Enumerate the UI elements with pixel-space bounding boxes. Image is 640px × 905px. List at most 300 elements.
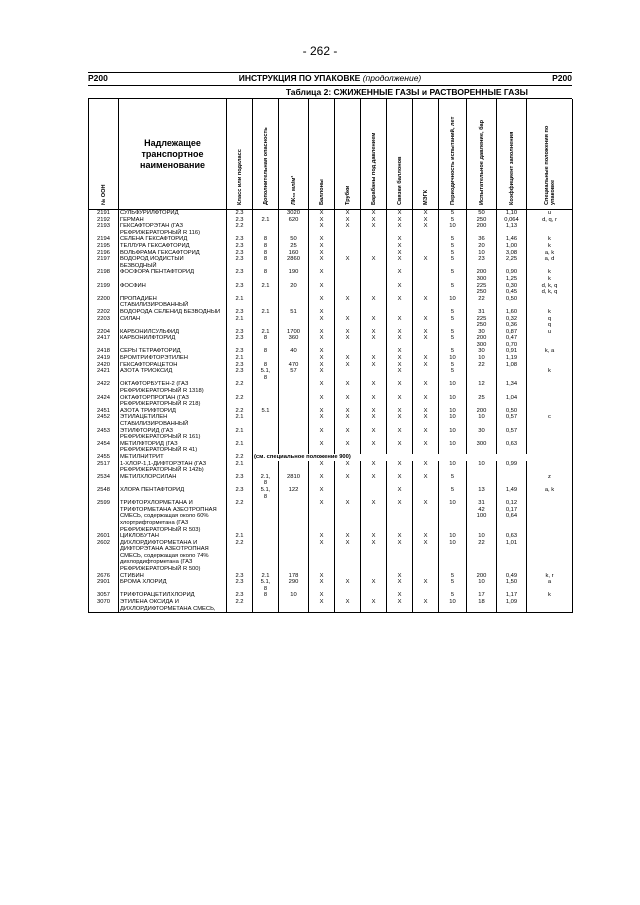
cell-spec <box>527 441 573 454</box>
table-row <box>89 368 573 381</box>
cell-tp: 200 <box>467 223 497 236</box>
cell-cls: 2.2 <box>227 540 253 573</box>
cell-name: ТРИФТОРХЛОРМЕТАНА И ТРИФТОРМЕТАНА АЗЕОТРОПНАЯ СМЕСЬ, содержащая около 60% хлортрифторметана (ГАЗ РЕФРИЖЕРАТОРНЫЙ R 503) <box>119 500 227 533</box>
cell-name: СИЛАН <box>119 316 227 329</box>
cell-cyl: X <box>309 250 335 257</box>
header-left-code: P200 <box>88 73 108 83</box>
cell-tub: X <box>335 414 361 427</box>
cell-bnd: X <box>387 210 413 217</box>
header-title <box>239 73 422 83</box>
cell-megc <box>413 348 439 355</box>
cell-cls: 2.3 <box>227 283 253 296</box>
cell-sub: 2.1 <box>253 283 279 296</box>
table-row <box>89 283 573 296</box>
cell-per: 10 <box>439 500 467 533</box>
cell-fr: 1,17 <box>497 592 527 599</box>
cell-cyl: X <box>309 217 335 224</box>
cell-tub: X <box>335 500 361 533</box>
cell-bnd: X <box>387 355 413 362</box>
cell-drm: X <box>361 329 387 336</box>
cell-megc: X <box>413 217 439 224</box>
cell-cyl: X <box>309 223 335 236</box>
cell-bnd: X <box>387 579 413 592</box>
cell-tub <box>335 236 361 243</box>
cell-tub: X <box>335 395 361 408</box>
cell-spec: k k <box>527 269 573 282</box>
cell-fr: 0,12 0,17 0,64 <box>497 500 527 533</box>
cell-per: 5 <box>439 309 467 316</box>
cell-cyl: X <box>309 395 335 408</box>
cell-spec: a, k <box>527 250 573 257</box>
cell-per: 5 <box>439 210 467 217</box>
cell-lc <box>279 428 309 441</box>
cell-cls: 2.3 <box>227 329 253 336</box>
cell-tp: 31 <box>467 309 497 316</box>
cell-name: БРОМТРИФТОРЭТИЛЕН <box>119 355 227 362</box>
cell-per: 10 <box>439 599 467 613</box>
cell-cls: 2.1 <box>227 414 253 427</box>
cell-un: 2200 <box>89 296 119 309</box>
cell-cls: 2.2 <box>227 381 253 394</box>
cell-fr: 0,47 0,70 <box>497 335 527 348</box>
cell-drm <box>361 592 387 599</box>
cell-bnd: X <box>387 283 413 296</box>
cell-cls: 2.2 <box>227 599 253 613</box>
cell-spec: u <box>527 210 573 217</box>
cell-un: 2196 <box>89 250 119 257</box>
cell-tp: 10 <box>467 355 497 362</box>
cell-un: 2191 <box>89 210 119 217</box>
cell-un: 2602 <box>89 540 119 573</box>
cell-megc <box>413 236 439 243</box>
cell-cyl: X <box>309 283 335 296</box>
cell-tp: 10 <box>467 579 497 592</box>
cell-spec <box>527 381 573 394</box>
cell-cyl: X <box>309 599 335 613</box>
cell-lc <box>279 223 309 236</box>
cell-tp: 31 42 100 <box>467 500 497 533</box>
cell-tp: 10 <box>467 533 497 540</box>
cell-cls: 2.2 <box>227 454 253 461</box>
cell-fr: 0,87 <box>497 329 527 336</box>
cell-tub <box>335 592 361 599</box>
cell-spec <box>527 500 573 533</box>
cell-bnd: X <box>387 500 413 533</box>
cell-sub <box>253 414 279 427</box>
cell-cyl: X <box>309 335 335 348</box>
cell-drm: X <box>361 414 387 427</box>
cell-tp: 17 <box>467 592 497 599</box>
cell-megc: X <box>413 500 439 533</box>
cell-name: СТИБИН <box>119 573 227 580</box>
cell-tub: X <box>335 362 361 369</box>
table-row <box>89 395 573 408</box>
cell-name: ГЕКСАФТОРАЦЕТОН <box>119 362 227 369</box>
cell-cyl: X <box>309 348 335 355</box>
cell-per: 5 <box>439 592 467 599</box>
cell-cls: 2.1 <box>227 461 253 474</box>
column-header-fr <box>497 99 527 210</box>
cell-tp: 200 <box>467 573 497 580</box>
cell-spec: q q <box>527 316 573 329</box>
cell-megc: X <box>413 210 439 217</box>
cell-un: 2419 <box>89 355 119 362</box>
table-row <box>89 309 573 316</box>
cell-bnd: X <box>387 487 413 500</box>
cell-fr: 1,10 <box>497 210 527 217</box>
cell-cyl: X <box>309 256 335 269</box>
cell-name: ГЕРМАН <box>119 217 227 224</box>
cell-sub: 5.1 <box>253 408 279 415</box>
cell-bnd: X <box>387 573 413 580</box>
cell-fr: 0,50 <box>497 408 527 415</box>
cell-spec <box>527 335 573 348</box>
cell-drm <box>361 309 387 316</box>
cell-megc <box>413 269 439 282</box>
cell-fr: 0,91 <box>497 348 527 355</box>
table-row <box>89 408 573 415</box>
cell-lc <box>279 599 309 613</box>
cell-tub <box>335 283 361 296</box>
cell-tp: 25 <box>467 395 497 408</box>
cell-bnd: X <box>387 296 413 309</box>
cell-spec: d, k, q d, k, q <box>527 283 573 296</box>
cell-drm: X <box>361 579 387 592</box>
cell-tp: 10 <box>467 250 497 257</box>
cell-drm <box>361 283 387 296</box>
table-row <box>89 210 573 217</box>
cell-bnd: X <box>387 461 413 474</box>
cell-spec <box>527 362 573 369</box>
cell-spec <box>527 599 573 613</box>
cell-tub: X <box>335 210 361 217</box>
cell-lc <box>279 533 309 540</box>
cell-cls: 2.1 <box>227 355 253 362</box>
cell-cls: 2.3 <box>227 579 253 592</box>
cell-megc: X <box>413 579 439 592</box>
cell-lc: 190 <box>279 269 309 282</box>
column-header-tub <box>335 99 361 210</box>
cell-lc: 178 <box>279 573 309 580</box>
cell-spec <box>527 395 573 408</box>
cell-megc: X <box>413 414 439 427</box>
column-header-label: № ООН <box>100 184 107 205</box>
cell-spec: c <box>527 414 573 427</box>
cell-name: ОКТАФТОРБУТЕН-2 (ГАЗ РЕФРИЖЕРАТОРНЫЙ R 1318) <box>119 381 227 394</box>
cell-lc: 122 <box>279 487 309 500</box>
cell-tp: 23 <box>467 256 497 269</box>
column-header-label: Барабаны под давлением <box>370 132 377 205</box>
column-header-drm <box>361 99 387 210</box>
cell-cyl: X <box>309 316 335 329</box>
cell-sub <box>253 540 279 573</box>
cell-spec: k <box>527 243 573 250</box>
cell-per: 5 <box>439 368 467 381</box>
cell-drm: X <box>361 296 387 309</box>
cell-per: 5 <box>439 316 467 329</box>
cell-fr: 0,90 1,25 <box>497 269 527 282</box>
cell-tp <box>467 368 497 381</box>
cell-per: 5 <box>439 243 467 250</box>
table-row <box>89 381 573 394</box>
cell-cls: 2.3 <box>227 217 253 224</box>
cell-bnd: X <box>387 414 413 427</box>
cell-per: 10 <box>439 381 467 394</box>
cell-per: 10 <box>439 428 467 441</box>
cell-name: ВОДОРОДА СЕЛЕНИД БЕЗВОДНЫЙ <box>119 309 227 316</box>
cell-megc <box>413 592 439 599</box>
cell-un: 2424 <box>89 395 119 408</box>
cell-un: 2422 <box>89 381 119 394</box>
cell-name: СЕЛЕНА ГЕКСАФТОРИД <box>119 236 227 243</box>
cell-name: ТРИФТОРАЦЕТИЛХЛОРИД <box>119 592 227 599</box>
cell-drm: X <box>361 355 387 362</box>
cell-tp: 200 300 <box>467 335 497 348</box>
cell-fr: 1,00 <box>497 243 527 250</box>
cell-fr: 0,63 <box>497 533 527 540</box>
cell-sub: 8 <box>253 335 279 348</box>
cell-un: 2192 <box>89 217 119 224</box>
cell-sub: 8 <box>253 269 279 282</box>
cell-cyl: X <box>309 592 335 599</box>
cell-per: 5 <box>439 362 467 369</box>
cell-megc <box>413 250 439 257</box>
cell-tub: X <box>335 599 361 613</box>
table-row <box>89 256 573 269</box>
cell-tp: 10 <box>467 461 497 474</box>
cell-cls: 2.3 <box>227 269 253 282</box>
cell-drm: X <box>361 335 387 348</box>
cell-sub <box>253 441 279 454</box>
cell-per: 5 <box>439 250 467 257</box>
cell-tub: X <box>335 296 361 309</box>
column-header-lc <box>279 99 309 210</box>
cell-per: 10 <box>439 408 467 415</box>
cell-spec: k <box>527 309 573 316</box>
cell-cls: 2.3 <box>227 250 253 257</box>
cell-cyl: X <box>309 269 335 282</box>
table-row <box>89 223 573 236</box>
cell-un: 2452 <box>89 414 119 427</box>
cell-lc: 40 <box>279 348 309 355</box>
cell-drm <box>361 269 387 282</box>
cell-cls: 2.3 <box>227 573 253 580</box>
cell-un: 2195 <box>89 243 119 250</box>
cell-cls: 2.3 <box>227 243 253 250</box>
cell-per: 10 <box>439 355 467 362</box>
cell-lc <box>279 381 309 394</box>
cell-spec: a <box>527 579 573 592</box>
header-title-continued: (продолжение) <box>362 73 422 83</box>
cell-cls: 2.2 <box>227 395 253 408</box>
cell-sub: 8 <box>253 250 279 257</box>
cell-bnd: X <box>387 223 413 236</box>
cell-cyl: X <box>309 441 335 454</box>
cell-fr: 0,50 <box>497 296 527 309</box>
cell-per: 5 <box>439 348 467 355</box>
cell-cls: 2.2 <box>227 223 253 236</box>
cell-drm <box>361 236 387 243</box>
cell-name: СЕРЫ ТЕТРАФТОРИД <box>119 348 227 355</box>
table-row <box>89 355 573 362</box>
table-row <box>89 428 573 441</box>
cell-bnd: X <box>387 441 413 454</box>
cell-per: 5 <box>439 573 467 580</box>
cell-lc: 2810 <box>279 474 309 487</box>
cell-megc: X <box>413 362 439 369</box>
cell-tp: 30 <box>467 329 497 336</box>
cell-sub: 8 <box>253 362 279 369</box>
cell-un: 2193 <box>89 223 119 236</box>
cell-sub: 8 <box>253 592 279 599</box>
cell-bnd: X <box>387 335 413 348</box>
cell-per: 5 <box>439 236 467 243</box>
cell-sub: 8 <box>253 256 279 269</box>
cell-bnd: X <box>387 362 413 369</box>
cell-per: 10 <box>439 223 467 236</box>
cell-sub <box>253 461 279 474</box>
column-header-spec <box>527 99 573 210</box>
cell-megc: X <box>413 355 439 362</box>
cell-tub <box>335 348 361 355</box>
cell-tub: X <box>335 329 361 336</box>
cell-tub: X <box>335 217 361 224</box>
cell-spec: k, r <box>527 573 573 580</box>
cell-un: 2676 <box>89 573 119 580</box>
cell-tub <box>335 309 361 316</box>
cell-lc: 20 <box>279 283 309 296</box>
cell-name: ОКТАФТОРПРОПАН (ГАЗ РЕФРИЖЕРАТОРНЫЙ R 218) <box>119 395 227 408</box>
cell-sub <box>253 395 279 408</box>
table-row <box>89 573 573 580</box>
cell-cls: 2.3 <box>227 487 253 500</box>
cell-megc: X <box>413 329 439 336</box>
cell-cls: 2.3 <box>227 210 253 217</box>
cell-un: 2199 <box>89 283 119 296</box>
cell-un: 3057 <box>89 592 119 599</box>
cell-fr: 0,064 <box>497 217 527 224</box>
cell-spec <box>527 461 573 474</box>
table-row <box>89 236 573 243</box>
table-row <box>89 316 573 329</box>
table-title: Таблица 2: СЖИЖЕННЫЕ ГАЗЫ и РАСТВОРЕННЫЕ ГАЗЫ <box>88 86 572 99</box>
cell-cls: 2.1 <box>227 533 253 540</box>
cell-bnd: X <box>387 329 413 336</box>
cell-fr: 1,50 <box>497 579 527 592</box>
cell-cyl: X <box>309 296 335 309</box>
cell-sub <box>253 500 279 533</box>
cell-drm: X <box>361 500 387 533</box>
cell-drm: X <box>361 256 387 269</box>
cell-tp: 22 <box>467 362 497 369</box>
cell-per: 5 <box>439 329 467 336</box>
cell-drm: X <box>361 461 387 474</box>
cell-fr: 1,01 <box>497 540 527 573</box>
cell-tub: X <box>335 355 361 362</box>
page-number: - 262 - <box>302 44 338 58</box>
cell-cyl: X <box>309 210 335 217</box>
table-row <box>89 461 573 474</box>
cell-bnd: X <box>387 474 413 487</box>
cell-fr: 0,32 0,36 <box>497 316 527 329</box>
cell-per: 5 <box>439 256 467 269</box>
cell-bnd: X <box>387 540 413 573</box>
cell-tub: X <box>335 316 361 329</box>
cell-drm: X <box>361 474 387 487</box>
cell-tub: X <box>335 428 361 441</box>
cell-cls: 2.3 <box>227 309 253 316</box>
table-row <box>89 579 573 592</box>
cell-un: 2599 <box>89 500 119 533</box>
cell-fr: 1,60 <box>497 309 527 316</box>
cell-per: 5 <box>439 283 467 296</box>
cell-lc: 3020 <box>279 210 309 217</box>
cell-fr: 0,49 <box>497 573 527 580</box>
cell-megc: X <box>413 474 439 487</box>
column-header-label: Испытательное давление, бар <box>478 119 485 205</box>
cell-lc <box>279 395 309 408</box>
cell-megc: X <box>413 599 439 613</box>
column-header-name <box>119 99 227 210</box>
cell-name: ЭТИЛЕНА ОКСИДА И ДИХЛОРДИФТОРМЕТАНА СМЕСЬ, <box>119 599 227 613</box>
cell-drm <box>361 487 387 500</box>
cell-un: 2420 <box>89 362 119 369</box>
cell-tub <box>335 573 361 580</box>
cell-un: 2534 <box>89 474 119 487</box>
cell-un: 2455 <box>89 454 119 461</box>
cell-tp: 250 <box>467 217 497 224</box>
cell-bnd: X <box>387 408 413 415</box>
column-header-label: Дополнительная опасность <box>262 127 269 205</box>
cell-name: ЭТИЛФТОРИД (ГАЗ РЕФРИЖЕРАТОРНЫЙ R 161) <box>119 428 227 441</box>
cell-tub: X <box>335 533 361 540</box>
cell-lc: 51 <box>279 309 309 316</box>
cell-fr: 1,19 <box>497 355 527 362</box>
cell-megc <box>413 368 439 381</box>
cell-drm: X <box>361 316 387 329</box>
table-row <box>89 269 573 282</box>
cell-per: 5 <box>439 487 467 500</box>
cell-lc: 160 <box>279 250 309 257</box>
cell-bnd: X <box>387 250 413 257</box>
cell-drm: X <box>361 381 387 394</box>
table-row <box>89 533 573 540</box>
cell-cyl: X <box>309 355 335 362</box>
cell-cls: 2.3 <box>227 256 253 269</box>
cell-cyl: X <box>309 487 335 500</box>
cell-un: 2417 <box>89 335 119 348</box>
cell-megc: X <box>413 381 439 394</box>
cell-megc: X <box>413 540 439 573</box>
cell-per: 5 <box>439 217 467 224</box>
cell-sub: 2.1, 8 <box>253 474 279 487</box>
cell-cls: 2.3 <box>227 362 253 369</box>
cell-tub <box>335 250 361 257</box>
cell-spec: k, a <box>527 348 573 355</box>
cell-cls: 2.3 <box>227 335 253 348</box>
cell-un: 2453 <box>89 428 119 441</box>
cell-bnd: X <box>387 236 413 243</box>
cell-sub <box>253 533 279 540</box>
cell-tp: 30 <box>467 428 497 441</box>
cell-tub: X <box>335 335 361 348</box>
cell-megc: X <box>413 296 439 309</box>
cell-cyl: X <box>309 309 335 316</box>
cell-drm <box>361 250 387 257</box>
cell-name: АЗОТА ТРИОКСИД <box>119 368 227 381</box>
header-right-code: P200 <box>552 73 572 83</box>
cell-spec: a, k <box>527 487 573 500</box>
